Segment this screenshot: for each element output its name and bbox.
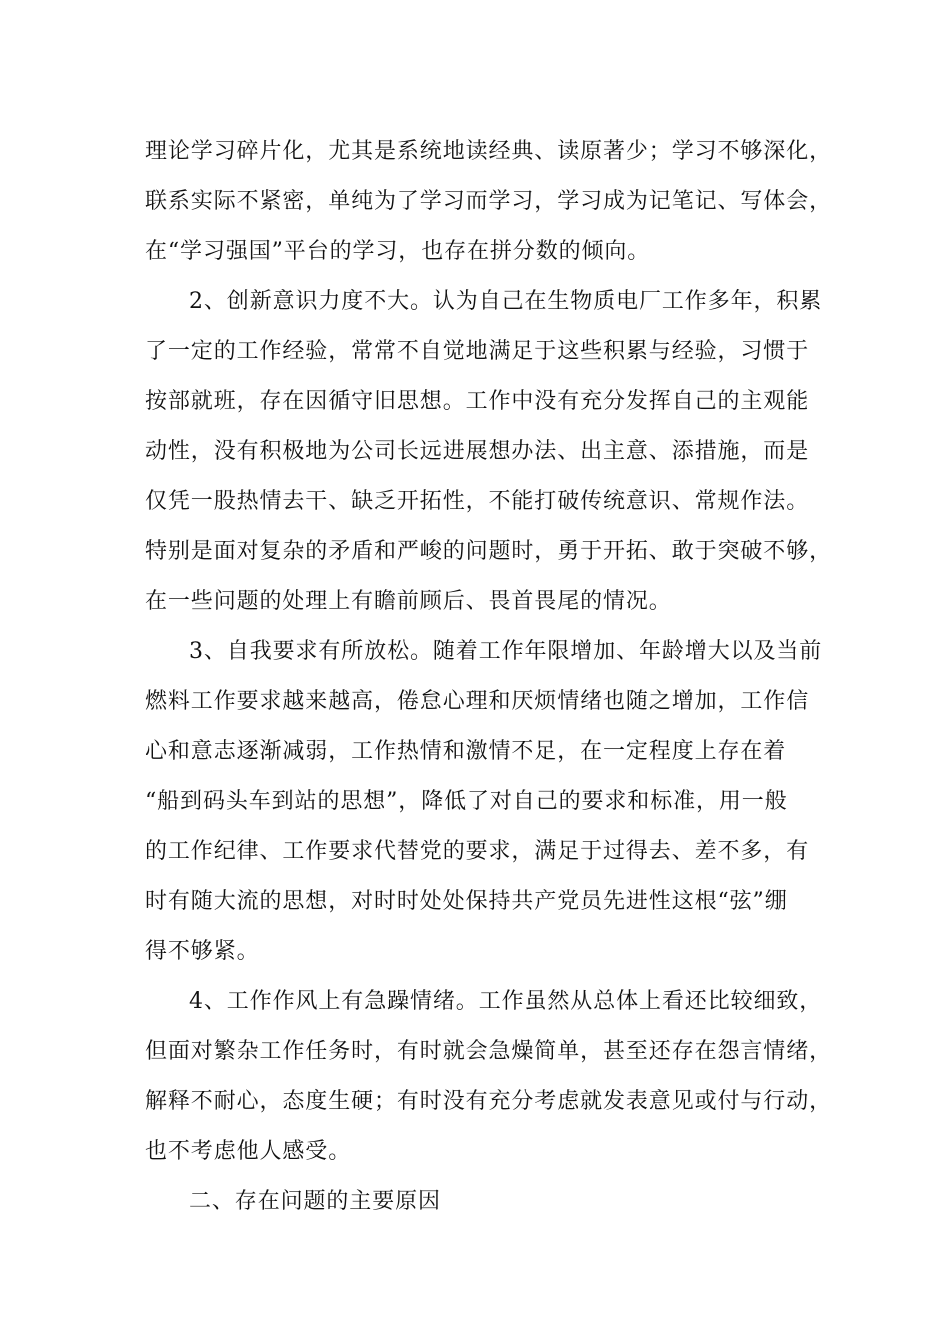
text-line: 在“学习强国”平台的学习，也存在拼分数的倾向。 xyxy=(145,239,651,264)
text-line: 解释不耐心，态度生硬；有时没有充分考虑就发表意见或付与行动， xyxy=(145,1089,833,1114)
text-line: 仅凭一股热情去干、缺乏开拓性，不能打破传统意识、常规作法。 xyxy=(145,489,810,514)
text-line: 联系实际不紧密，单纯为了学习而学习，学习成为记笔记、写体会， xyxy=(145,189,833,214)
text-line: 但面对繁杂工作任务时，有时就会急燥简单，甚至还存在怨言情绪， xyxy=(145,1039,833,1064)
text-line: 动性，没有积极地为公司长远进展想办法、出主意、添措施，而是 xyxy=(145,439,810,464)
text-line: 3、自我要求有所放松。随着工作年限增加、年龄增大以及当前 xyxy=(189,639,823,664)
paragraph-innovation xyxy=(145,277,833,627)
text-line: 心和意志逐渐减弱，工作热情和激情不足，在一定程度上存在着 xyxy=(145,739,787,764)
section-heading: 二、存在问题的主要原因 xyxy=(189,1189,441,1214)
text-line: “船到码头车到站的思想”，降低了对自己的要求和标准，用一般 xyxy=(145,789,788,814)
text-line: 按部就班，存在因循守旧思想。工作中没有充分发挥自己的主观能 xyxy=(145,389,810,414)
text-line: 特别是面对复杂的矛盾和严峻的问题时，勇于开拓、敢于突破不够， xyxy=(145,539,833,564)
text-line: 时有随大流的思想，对时时处处保持共产党员先进性这根“弦”绷 xyxy=(145,889,788,914)
section-heading-main-causes xyxy=(145,1177,810,1227)
paragraph-self-requirement xyxy=(145,627,823,977)
text-line: 得不够紧。 xyxy=(145,939,260,964)
text-line: 也不考虑他人感受。 xyxy=(145,1139,352,1164)
text-line: 在一些问题的处理上有瞻前顾后、畏首畏尾的情况。 xyxy=(145,589,672,614)
paragraph-work-style xyxy=(145,977,833,1177)
text-line: 了一定的工作经验，常常不自觉地满足于这些积累与经验，习惯于 xyxy=(145,339,810,364)
text-line: 4、工作作风上有急躁情绪。工作虽然从总体上看还比较细致， xyxy=(189,989,823,1014)
text-line: 的工作纪律、工作要求代替党的要求，满足于过得去、差不多，有 xyxy=(145,839,810,864)
text-line: 2、创新意识力度不大。认为自己在生物质电厂工作多年，积累 xyxy=(189,289,823,314)
paragraph-theory-study xyxy=(145,127,833,277)
document-body xyxy=(145,127,833,1227)
text-line: 理论学习碎片化，尤其是系统地读经典、读原著少；学习不够深化， xyxy=(145,139,833,164)
text-line: 燃料工作要求越来越高，倦怠心理和厌烦情绪也随之增加，工作信 xyxy=(145,689,810,714)
